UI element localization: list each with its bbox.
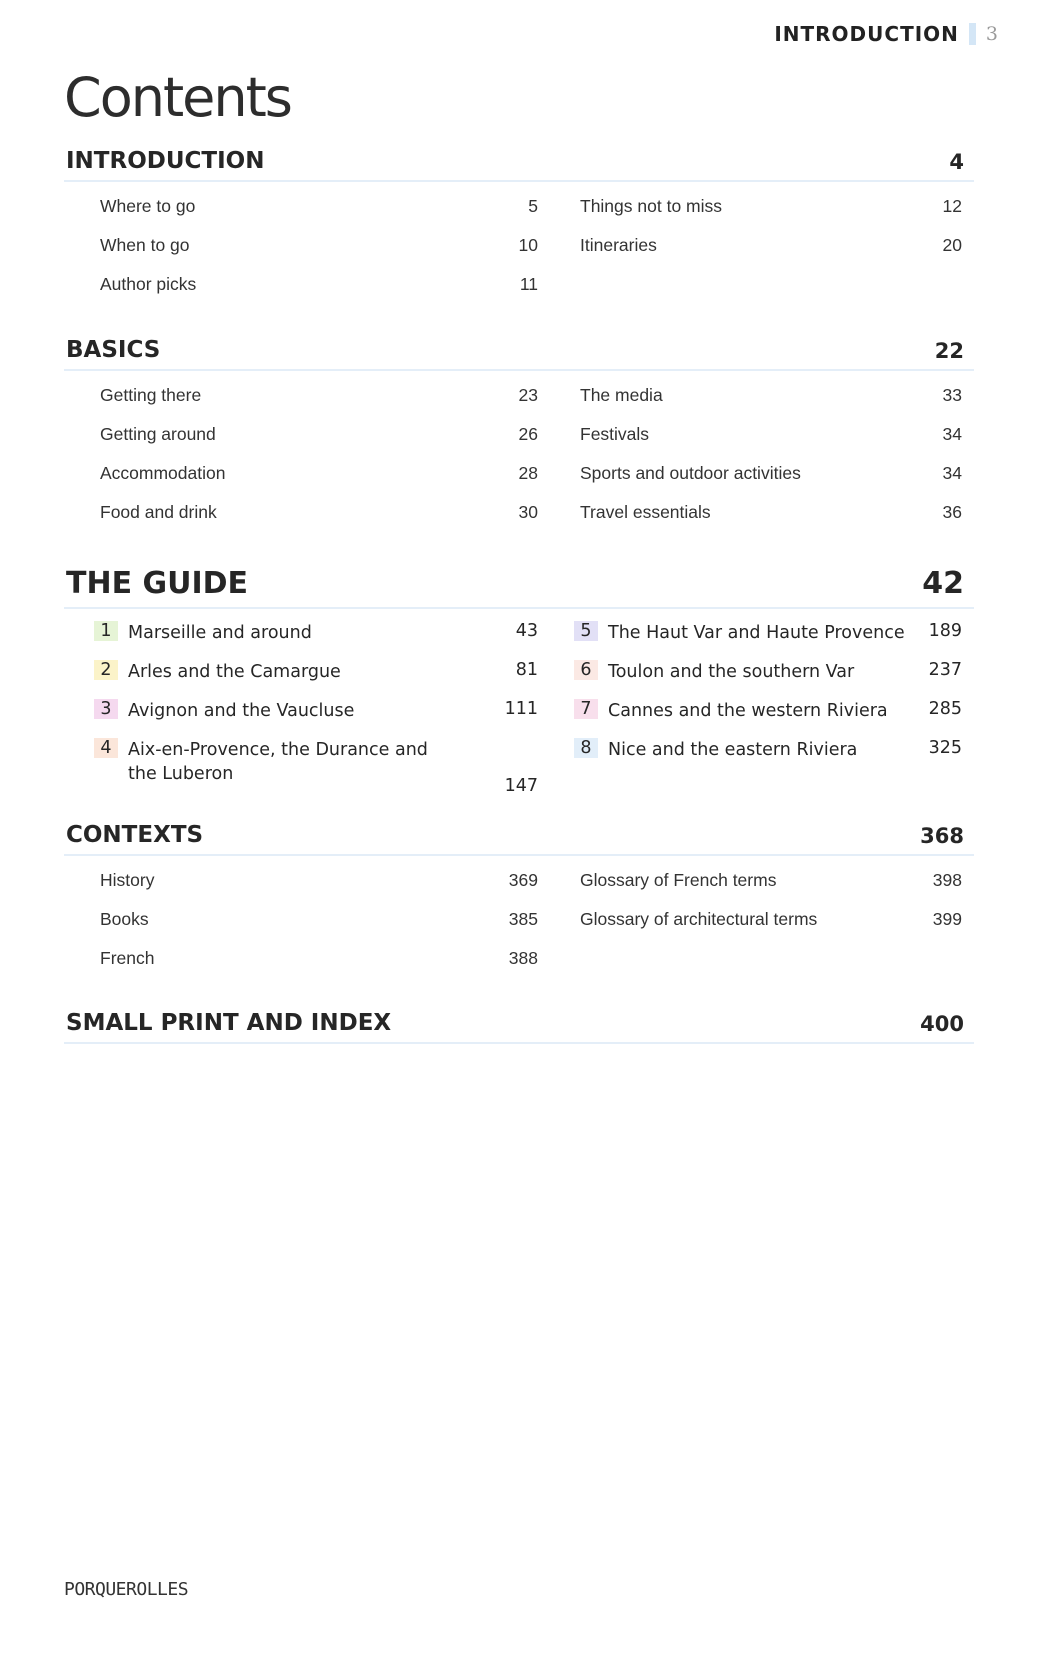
entry-title: Nice and the eastern Riviera [608, 740, 858, 760]
entry-page: 81 [515, 660, 538, 680]
entry-page: 34 [942, 424, 962, 444]
entry-title: Food and drink [100, 502, 217, 522]
section-title: CONTEXTS [66, 822, 204, 848]
running-head-divider [969, 23, 976, 45]
section-header-basics[interactable] [64, 337, 974, 371]
section-header-contexts[interactable] [64, 822, 974, 856]
entry-title: Author picks [100, 274, 197, 294]
entry-title: History [100, 870, 155, 890]
toc-column-right [556, 385, 974, 541]
toc-entry[interactable] [556, 463, 974, 502]
toc-column-left [64, 385, 556, 541]
chapter-number-badge: 7 [574, 699, 598, 719]
section-introduction [64, 148, 974, 313]
toc-entry[interactable] [64, 948, 556, 987]
entry-page: 189 [928, 621, 962, 641]
entry-title: The media [580, 385, 663, 405]
section-small-print [64, 1010, 974, 1044]
entry-title: Where to go [100, 196, 196, 216]
entry-page: 5 [528, 196, 538, 216]
entry-page: 30 [518, 502, 538, 522]
entry-page: 20 [942, 235, 962, 255]
entry-title: Books [100, 909, 149, 929]
chapter-entry[interactable] [64, 699, 556, 738]
toc-entry[interactable] [556, 424, 974, 463]
entry-title: Avignon and the Vaucluse [128, 701, 355, 721]
entry-title: Aix-en-Provence, the Durance and the Luberon [128, 740, 428, 784]
entry-title: Cannes and the western Riviera [608, 701, 888, 721]
entry-title: Festivals [580, 424, 650, 444]
entry-page: 12 [942, 196, 962, 216]
chapter-entry[interactable] [556, 660, 974, 699]
entry-page: 43 [515, 621, 538, 641]
entry-title: Arles and the Camargue [128, 662, 341, 682]
entry-page: 385 [508, 909, 538, 929]
toc-column-right [556, 621, 974, 802]
section-title: INTRODUCTION [66, 148, 265, 174]
entry-page: 33 [942, 385, 962, 405]
entry-title: The Haut Var and Haute Provence [608, 623, 905, 643]
entry-page: 23 [518, 385, 538, 405]
entry-title: Glossary of French terms [580, 870, 777, 890]
entry-title: Itineraries [580, 235, 657, 255]
toc-column-right [556, 196, 974, 313]
section-page: 22 [934, 339, 964, 363]
entry-page: 388 [508, 948, 538, 968]
entry-title: French [100, 948, 155, 968]
chapter-number-badge: 1 [94, 621, 118, 641]
running-head-label: INTRODUCTION [774, 22, 959, 46]
toc-column-left [64, 621, 556, 802]
toc-column-left [64, 196, 556, 313]
section-header-the-guide[interactable] [64, 566, 974, 609]
chapter-number-badge: 2 [94, 660, 118, 680]
toc-column-right [556, 870, 974, 987]
chapter-entry[interactable] [64, 621, 556, 660]
toc-entry[interactable] [556, 235, 974, 274]
section-page: 368 [920, 824, 964, 848]
entry-title: Toulon and the southern Var [608, 662, 855, 682]
toc-entry[interactable] [556, 196, 974, 235]
entry-title: Marseille and around [128, 623, 312, 643]
section-basics [64, 337, 974, 541]
entry-page: 11 [519, 274, 538, 294]
section-page: 400 [920, 1012, 964, 1036]
running-head [774, 22, 998, 46]
toc-entry[interactable] [64, 235, 556, 274]
entry-title: Getting around [100, 424, 216, 444]
entry-page: 147 [504, 776, 538, 796]
entry-page: 398 [932, 870, 962, 890]
entry-title: Glossary of architectural terms [580, 909, 818, 929]
entry-page: 285 [928, 699, 962, 719]
chapter-entry[interactable] [64, 660, 556, 699]
toc-entry[interactable] [556, 502, 974, 541]
entry-title: Sports and outdoor activities [580, 463, 801, 483]
entry-title: When to go [100, 235, 190, 255]
toc-column-left [64, 870, 556, 987]
toc-entry[interactable] [64, 385, 556, 424]
toc-entry[interactable] [64, 502, 556, 541]
toc-entry[interactable] [556, 870, 974, 909]
chapter-entry[interactable] [556, 738, 974, 777]
toc-entry[interactable] [556, 909, 974, 948]
toc-entry[interactable] [556, 385, 974, 424]
entry-page: 325 [928, 738, 962, 758]
chapter-number-badge: 4 [94, 738, 118, 758]
entry-page: 28 [518, 463, 538, 483]
section-page: 4 [949, 150, 964, 174]
chapter-entry[interactable] [64, 738, 556, 802]
section-title: SMALL PRINT AND INDEX [66, 1010, 392, 1036]
section-header-introduction[interactable] [64, 148, 974, 182]
entry-title: Accommodation [100, 463, 226, 483]
entry-title: Things not to miss [580, 196, 722, 216]
chapter-number-badge: 8 [574, 738, 598, 758]
entry-page: 237 [928, 660, 962, 680]
entry-page: 10 [518, 235, 538, 255]
entry-title: Travel essentials [580, 502, 711, 522]
entry-page: 111 [504, 699, 538, 719]
section-the-guide [64, 566, 974, 802]
entry-page: 34 [942, 463, 962, 483]
toc-entry[interactable] [64, 196, 556, 235]
chapter-number-badge: 6 [574, 660, 598, 680]
chapter-entry[interactable] [556, 699, 974, 738]
toc-entry[interactable] [64, 463, 556, 502]
entry-page: 369 [508, 870, 538, 890]
toc-entry[interactable] [64, 909, 556, 948]
section-title: THE GUIDE [66, 566, 249, 601]
chapter-number-badge: 3 [94, 699, 118, 719]
toc-entry[interactable] [64, 274, 556, 313]
toc-entry[interactable] [64, 870, 556, 909]
page-title: Contents [64, 66, 291, 129]
section-title: BASICS [66, 337, 161, 363]
entry-page: 36 [942, 502, 962, 522]
section-header-small-print[interactable] [64, 1010, 974, 1044]
entry-title: Getting there [100, 385, 202, 405]
section-page: 42 [922, 566, 964, 601]
entry-page: 399 [932, 909, 962, 929]
section-contexts [64, 822, 974, 987]
footer-caption: PORQUEROLLES [64, 1579, 189, 1600]
toc-entry[interactable] [64, 424, 556, 463]
running-head-page-number: 3 [985, 23, 998, 45]
chapter-number-badge: 5 [574, 621, 598, 641]
entry-page: 26 [518, 424, 538, 444]
chapter-entry[interactable] [556, 621, 974, 660]
